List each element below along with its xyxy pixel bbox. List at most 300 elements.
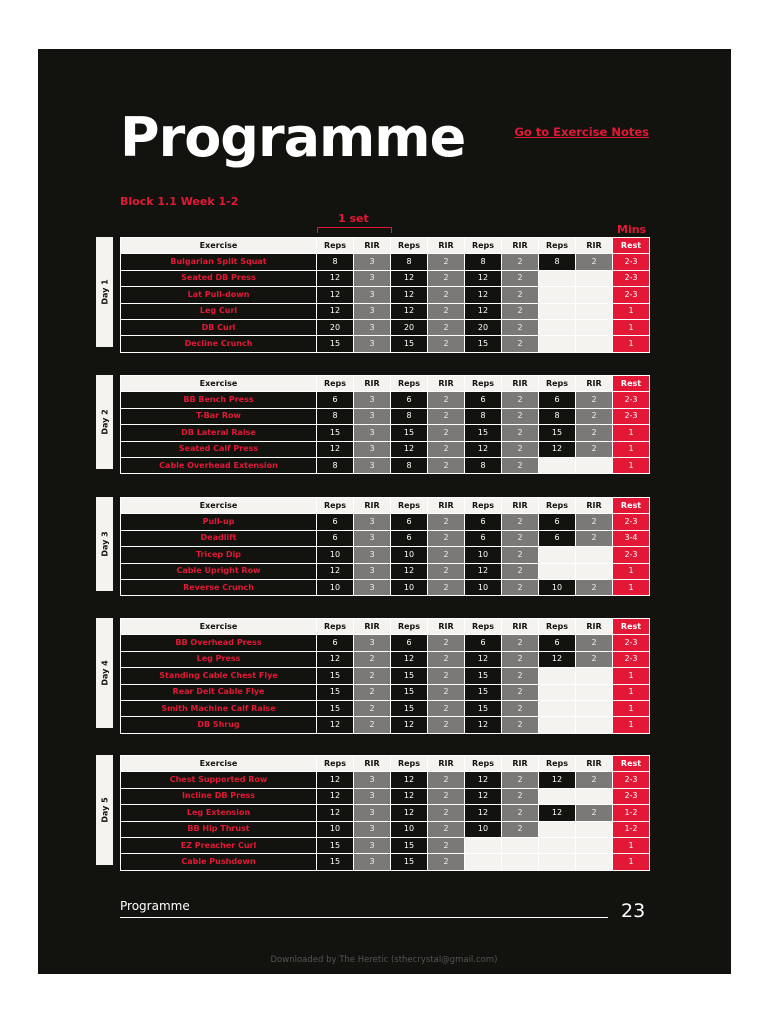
- rir-cell: 2: [428, 821, 465, 837]
- reps-cell: [539, 821, 576, 837]
- rir-cell: 2: [576, 651, 613, 667]
- reps-cell: 8: [465, 254, 502, 270]
- rir-cell: 2: [428, 441, 465, 457]
- rir-cell: 2: [502, 788, 539, 804]
- table-header-row: [121, 756, 650, 772]
- column-header: Reps: [391, 756, 428, 772]
- reps-cell: 6: [539, 530, 576, 546]
- reps-cell: 12: [391, 270, 428, 286]
- rir-cell: 3: [354, 821, 391, 837]
- rest-cell: 1: [613, 336, 650, 352]
- rir-cell: 2: [502, 441, 539, 457]
- reps-cell: 15: [465, 684, 502, 700]
- reps-cell: 10: [465, 821, 502, 837]
- rir-cell: 3: [354, 854, 391, 870]
- rir-cell: 2: [428, 854, 465, 870]
- column-header: RIR: [354, 376, 391, 392]
- table-row: [121, 270, 650, 286]
- rest-cell: 1: [613, 441, 650, 457]
- exercise-name: T-Bar Row: [121, 408, 317, 424]
- column-header: RIR: [576, 756, 613, 772]
- rir-cell: 2: [576, 579, 613, 595]
- rir-cell: [576, 270, 613, 286]
- reps-cell: 15: [317, 425, 354, 441]
- column-header: Reps: [465, 756, 502, 772]
- rest-cell: 2-3: [613, 408, 650, 424]
- reps-cell: 20: [391, 319, 428, 335]
- reps-cell: 12: [465, 805, 502, 821]
- reps-cell: [539, 319, 576, 335]
- reps-cell: [539, 336, 576, 352]
- exercise-name: Pull-up: [121, 514, 317, 530]
- reps-cell: 10: [317, 821, 354, 837]
- reps-cell: 12: [317, 805, 354, 821]
- rir-cell: 2: [428, 514, 465, 530]
- reps-cell: 12: [391, 441, 428, 457]
- rir-cell: 2: [428, 303, 465, 319]
- rir-cell: 3: [354, 336, 391, 352]
- table-row: [121, 457, 650, 473]
- column-header: RIR: [576, 238, 613, 254]
- rir-cell: 2: [502, 717, 539, 733]
- exercise-name: Cable Upright Row: [121, 563, 317, 579]
- reps-cell: 15: [391, 837, 428, 853]
- rir-cell: 2: [502, 392, 539, 408]
- rir-cell: 2: [576, 441, 613, 457]
- reps-cell: 10: [391, 821, 428, 837]
- rir-cell: 2: [428, 717, 465, 733]
- reps-cell: 12: [539, 805, 576, 821]
- reps-cell: 12: [317, 788, 354, 804]
- exercise-name: Rear Delt Cable Flye: [121, 684, 317, 700]
- rest-cell: 2-3: [613, 772, 650, 788]
- table-row: [121, 514, 650, 530]
- table-row: [121, 668, 650, 684]
- exercise-name: Incline DB Press: [121, 788, 317, 804]
- rir-cell: 3: [354, 837, 391, 853]
- reps-cell: 8: [391, 254, 428, 270]
- reps-cell: 8: [465, 457, 502, 473]
- table-row: [121, 530, 650, 546]
- rir-cell: 2: [576, 635, 613, 651]
- exercise-name: Smith Machine Calf Raise: [121, 700, 317, 716]
- rir-cell: 2: [428, 651, 465, 667]
- column-header: Exercise: [121, 498, 317, 514]
- day-label: Day 2: [100, 409, 109, 435]
- reps-cell: [539, 563, 576, 579]
- rir-cell: 3: [354, 772, 391, 788]
- rir-cell: [576, 700, 613, 716]
- reps-cell: 20: [465, 319, 502, 335]
- rir-cell: 2: [502, 772, 539, 788]
- table-row: [121, 635, 650, 651]
- rir-cell: 2: [428, 684, 465, 700]
- reps-cell: 12: [317, 717, 354, 733]
- programme-table: [120, 237, 650, 353]
- rest-cell: 2-3: [613, 635, 650, 651]
- rir-cell: [502, 854, 539, 870]
- table-header-row: [121, 498, 650, 514]
- column-header: Exercise: [121, 619, 317, 635]
- rir-cell: 2: [428, 563, 465, 579]
- column-header: Reps: [539, 376, 576, 392]
- rir-cell: 2: [354, 668, 391, 684]
- reps-cell: 6: [465, 514, 502, 530]
- day-label: Day 3: [100, 531, 109, 557]
- column-header: RIR: [354, 756, 391, 772]
- reps-cell: 12: [391, 788, 428, 804]
- rest-cell: 1: [613, 854, 650, 870]
- reps-cell: 8: [539, 408, 576, 424]
- rir-cell: 2: [428, 788, 465, 804]
- column-header: RIR: [576, 498, 613, 514]
- programme-table: [120, 497, 650, 596]
- column-header: Reps: [539, 756, 576, 772]
- reps-cell: 8: [391, 457, 428, 473]
- rir-cell: 2: [502, 530, 539, 546]
- reps-cell: 12: [317, 772, 354, 788]
- reps-cell: 12: [465, 287, 502, 303]
- rir-cell: [576, 717, 613, 733]
- rir-cell: 2: [428, 319, 465, 335]
- rir-cell: [576, 303, 613, 319]
- rir-cell: [576, 336, 613, 352]
- exercise-name: DB Shrug: [121, 717, 317, 733]
- rir-cell: [502, 837, 539, 853]
- table-row: [121, 547, 650, 563]
- exercise-name: Bulgarian Split Squat: [121, 254, 317, 270]
- table-row: [121, 336, 650, 352]
- rir-cell: 2: [502, 563, 539, 579]
- column-header: Reps: [391, 498, 428, 514]
- reps-cell: 12: [391, 287, 428, 303]
- reps-cell: 6: [317, 514, 354, 530]
- reps-cell: 6: [391, 392, 428, 408]
- table-row: [121, 254, 650, 270]
- reps-cell: 6: [539, 392, 576, 408]
- rir-cell: 2: [428, 336, 465, 352]
- reps-cell: [539, 684, 576, 700]
- reps-cell: 12: [391, 805, 428, 821]
- rir-cell: 2: [502, 270, 539, 286]
- reps-cell: [539, 270, 576, 286]
- reps-cell: 8: [317, 457, 354, 473]
- day-label: Day 4: [100, 660, 109, 686]
- rest-cell: 1: [613, 457, 650, 473]
- rest-cell: 2-3: [613, 514, 650, 530]
- rest-cell: 1: [613, 668, 650, 684]
- table-header-row: [121, 619, 650, 635]
- column-header: Reps: [539, 238, 576, 254]
- rir-cell: 2: [502, 821, 539, 837]
- rir-cell: 3: [354, 579, 391, 595]
- reps-cell: 15: [391, 684, 428, 700]
- rir-cell: 2: [576, 392, 613, 408]
- table-header-row: [121, 376, 650, 392]
- rir-cell: [576, 668, 613, 684]
- reps-cell: 15: [391, 700, 428, 716]
- reps-cell: 15: [391, 854, 428, 870]
- rir-cell: 2: [502, 287, 539, 303]
- reps-cell: 15: [391, 425, 428, 441]
- exercise-name: Seated DB Press: [121, 270, 317, 286]
- column-header: RIR: [502, 238, 539, 254]
- rir-cell: 3: [354, 392, 391, 408]
- rir-cell: 3: [354, 319, 391, 335]
- rest-cell: 1: [613, 837, 650, 853]
- rest-cell: 1: [613, 717, 650, 733]
- reps-cell: 12: [317, 563, 354, 579]
- rir-cell: 2: [428, 700, 465, 716]
- rir-cell: 2: [502, 547, 539, 563]
- table-row: [121, 684, 650, 700]
- rir-cell: 2: [502, 651, 539, 667]
- rir-cell: [576, 684, 613, 700]
- reps-cell: 15: [391, 668, 428, 684]
- rir-cell: 2: [502, 579, 539, 595]
- column-header: Exercise: [121, 756, 317, 772]
- page-title: Programme: [120, 106, 466, 169]
- reps-cell: [539, 854, 576, 870]
- rir-cell: 2: [502, 668, 539, 684]
- column-header: RIR: [502, 756, 539, 772]
- exercise-name: Leg Press: [121, 651, 317, 667]
- one-set-label: 1 set: [338, 212, 369, 225]
- rir-cell: 2: [502, 805, 539, 821]
- column-header: RIR: [428, 498, 465, 514]
- column-header: Exercise: [121, 238, 317, 254]
- rest-cell: 2-3: [613, 788, 650, 804]
- column-header: Reps: [539, 619, 576, 635]
- day-tab: [96, 375, 113, 469]
- reps-cell: 10: [317, 579, 354, 595]
- download-note: Downloaded by The Heretic (sthecrystal@gmail.com): [270, 955, 498, 965]
- table-row: [121, 425, 650, 441]
- column-header: Reps: [465, 619, 502, 635]
- reps-cell: 15: [317, 700, 354, 716]
- footer-label: Programme: [120, 899, 190, 913]
- reps-cell: 12: [465, 788, 502, 804]
- reps-cell: 8: [317, 408, 354, 424]
- programme-table: [120, 375, 650, 474]
- column-header: Reps: [465, 238, 502, 254]
- reps-cell: [539, 788, 576, 804]
- block-label: Block 1.1 Week 1-2: [120, 195, 239, 208]
- reps-cell: 10: [539, 579, 576, 595]
- day-tab: [96, 237, 113, 347]
- reps-cell: 6: [391, 514, 428, 530]
- one-set-bracket: [317, 227, 392, 233]
- column-header: Rest: [613, 756, 650, 772]
- reps-cell: 6: [391, 530, 428, 546]
- rir-cell: 3: [354, 457, 391, 473]
- page: [38, 49, 731, 974]
- reps-cell: 12: [465, 303, 502, 319]
- reps-cell: 6: [539, 635, 576, 651]
- rir-cell: 2: [428, 425, 465, 441]
- column-header: Rest: [613, 238, 650, 254]
- column-header: RIR: [354, 238, 391, 254]
- reps-cell: 6: [539, 514, 576, 530]
- rir-cell: 2: [502, 408, 539, 424]
- exercise-name: Lat Pull-down: [121, 287, 317, 303]
- table-row: [121, 805, 650, 821]
- rir-cell: 3: [354, 425, 391, 441]
- table-header-row: [121, 238, 650, 254]
- rir-cell: 2: [502, 254, 539, 270]
- reps-cell: 15: [317, 854, 354, 870]
- reps-cell: 15: [465, 700, 502, 716]
- reps-cell: [539, 547, 576, 563]
- rir-cell: [576, 287, 613, 303]
- reps-cell: 12: [391, 303, 428, 319]
- reps-cell: [539, 668, 576, 684]
- rir-cell: 2: [576, 254, 613, 270]
- reps-cell: 12: [539, 651, 576, 667]
- exercise-notes-link[interactable]: Go to Exercise Notes: [514, 125, 649, 139]
- exercise-name: Reverse Crunch: [121, 579, 317, 595]
- rir-cell: [576, 563, 613, 579]
- reps-cell: 12: [465, 441, 502, 457]
- column-header: RIR: [428, 756, 465, 772]
- column-header: Reps: [391, 619, 428, 635]
- rir-cell: 2: [428, 547, 465, 563]
- day-label: Day 5: [100, 797, 109, 823]
- column-header: Rest: [613, 498, 650, 514]
- reps-cell: 15: [391, 336, 428, 352]
- column-header: RIR: [502, 498, 539, 514]
- rir-cell: 2: [502, 700, 539, 716]
- rir-cell: [576, 457, 613, 473]
- rir-cell: 2: [354, 717, 391, 733]
- rir-cell: 2: [576, 805, 613, 821]
- column-header: RIR: [354, 498, 391, 514]
- reps-cell: 6: [391, 635, 428, 651]
- exercise-name: Cable Overhead Extension: [121, 457, 317, 473]
- rir-cell: 2: [354, 684, 391, 700]
- reps-cell: 15: [317, 668, 354, 684]
- footer-divider: [120, 917, 608, 918]
- column-header: Reps: [317, 238, 354, 254]
- rir-cell: 2: [576, 530, 613, 546]
- rir-cell: 2: [428, 530, 465, 546]
- column-header: Rest: [613, 619, 650, 635]
- rir-cell: 2: [428, 837, 465, 853]
- reps-cell: [539, 837, 576, 853]
- day-label: Day 1: [100, 279, 109, 305]
- reps-cell: 6: [317, 392, 354, 408]
- rir-cell: [576, 854, 613, 870]
- mins-label: Mins: [617, 223, 647, 236]
- exercise-name: Tricep Dip: [121, 547, 317, 563]
- column-header: Reps: [465, 376, 502, 392]
- exercise-name: Leg Curl: [121, 303, 317, 319]
- column-header: Exercise: [121, 376, 317, 392]
- exercise-name: DB Curl: [121, 319, 317, 335]
- rest-cell: 1: [613, 319, 650, 335]
- column-header: Reps: [465, 498, 502, 514]
- rir-cell: 2: [502, 457, 539, 473]
- column-header: RIR: [428, 238, 465, 254]
- rir-cell: 2: [354, 700, 391, 716]
- rir-cell: 3: [354, 441, 391, 457]
- exercise-name: Seated Calf Press: [121, 441, 317, 457]
- table-row: [121, 319, 650, 335]
- rest-cell: 1: [613, 425, 650, 441]
- reps-cell: 12: [465, 717, 502, 733]
- reps-cell: 8: [317, 254, 354, 270]
- rir-cell: [576, 788, 613, 804]
- reps-cell: 6: [465, 392, 502, 408]
- reps-cell: 8: [391, 408, 428, 424]
- rest-cell: 1: [613, 303, 650, 319]
- page-number: 23: [621, 900, 646, 922]
- table-row: [121, 821, 650, 837]
- reps-cell: 15: [317, 336, 354, 352]
- rest-cell: 2-3: [613, 270, 650, 286]
- column-header: Reps: [539, 498, 576, 514]
- column-header: RIR: [502, 619, 539, 635]
- rir-cell: 3: [354, 270, 391, 286]
- reps-cell: 12: [465, 270, 502, 286]
- rir-cell: 3: [354, 254, 391, 270]
- table-row: [121, 563, 650, 579]
- programme-table: [120, 618, 650, 734]
- rir-cell: 2: [428, 579, 465, 595]
- reps-cell: 10: [465, 547, 502, 563]
- rir-cell: 2: [502, 319, 539, 335]
- rir-cell: 2: [428, 270, 465, 286]
- table-row: [121, 837, 650, 853]
- column-header: RIR: [502, 376, 539, 392]
- rir-cell: 2: [502, 635, 539, 651]
- reps-cell: [539, 303, 576, 319]
- reps-cell: 10: [465, 579, 502, 595]
- rir-cell: [576, 547, 613, 563]
- rir-cell: 3: [354, 563, 391, 579]
- reps-cell: 15: [317, 837, 354, 853]
- rir-cell: 2: [428, 457, 465, 473]
- reps-cell: [539, 700, 576, 716]
- exercise-name: BB Overhead Press: [121, 635, 317, 651]
- rir-cell: [576, 837, 613, 853]
- rir-cell: 2: [502, 336, 539, 352]
- rir-cell: 2: [428, 287, 465, 303]
- rir-cell: [576, 821, 613, 837]
- reps-cell: 12: [539, 772, 576, 788]
- rir-cell: 2: [428, 254, 465, 270]
- rest-cell: 1-2: [613, 805, 650, 821]
- reps-cell: 12: [465, 651, 502, 667]
- rir-cell: 2: [428, 408, 465, 424]
- exercise-name: Cable Pushdown: [121, 854, 317, 870]
- rest-cell: 2-3: [613, 651, 650, 667]
- rir-cell: 2: [576, 425, 613, 441]
- reps-cell: 12: [539, 441, 576, 457]
- column-header: Rest: [613, 376, 650, 392]
- rest-cell: 2-3: [613, 287, 650, 303]
- table-row: [121, 303, 650, 319]
- rir-cell: 2: [576, 772, 613, 788]
- rest-cell: 1: [613, 563, 650, 579]
- table-row: [121, 717, 650, 733]
- column-header: Reps: [391, 238, 428, 254]
- reps-cell: 15: [465, 668, 502, 684]
- exercise-name: BB Bench Press: [121, 392, 317, 408]
- rir-cell: 3: [354, 788, 391, 804]
- rir-cell: 2: [428, 805, 465, 821]
- reps-cell: [539, 457, 576, 473]
